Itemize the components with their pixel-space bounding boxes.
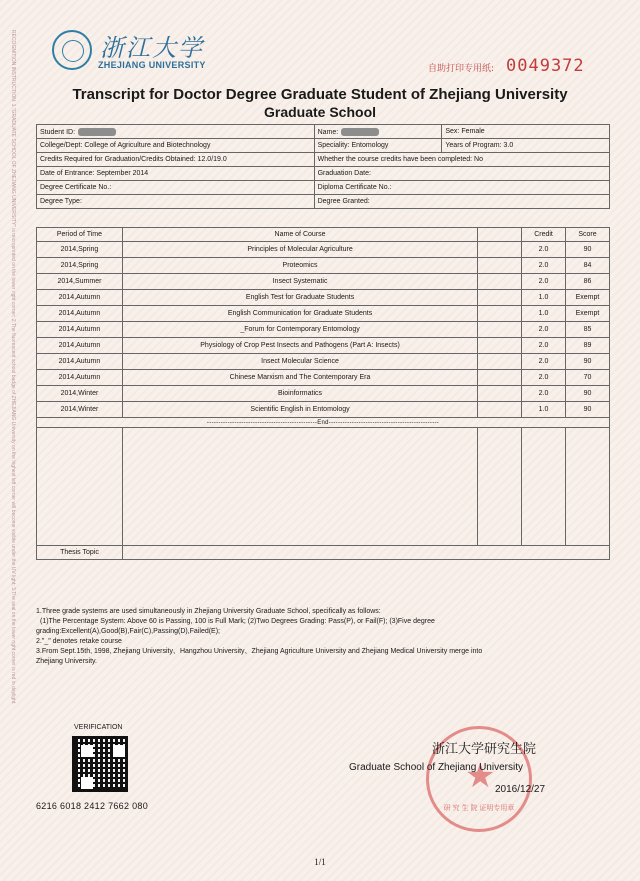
end-marker: ------------------------------------------------End------------------------------------------------ — [37, 418, 610, 428]
score-cell: 90 — [566, 386, 610, 402]
thesis-value — [122, 546, 609, 560]
blank-cell — [478, 428, 522, 546]
verification-code: 6216 6018 2412 7662 080 — [36, 801, 149, 811]
course-cell: English Communication for Graduate Students — [122, 306, 477, 322]
credit-cell: 1.0 — [522, 402, 566, 418]
transcript-title: Transcript for Doctor Degree Graduate Student of Zhejiang University — [72, 86, 568, 103]
header-score: Score — [566, 228, 610, 242]
credit-cell: 2.0 — [522, 338, 566, 354]
score-cell: 89 — [566, 338, 610, 354]
print-paper-label: 自助打印专用纸: — [428, 64, 495, 74]
end-marker-row — [37, 418, 610, 428]
blank-cell — [478, 306, 522, 322]
note-line: grading:Excellent(A),Good(B),Fair(C),Passing(D),Failed(E); — [36, 628, 220, 635]
redacted-student-id — [78, 128, 116, 136]
score-cell: 86 — [566, 274, 610, 290]
student-id-cell — [37, 125, 315, 139]
note-line: 2."_" denotes retake course — [36, 638, 122, 645]
score-cell: 90 — [566, 242, 610, 258]
blank-cell — [566, 428, 610, 546]
header-blank — [478, 228, 522, 242]
logo-english-name: ZHEJIANG UNIVERSITY — [98, 60, 206, 70]
blank-cell — [478, 242, 522, 258]
period-cell: 2014,Autumn — [37, 290, 123, 306]
credit-cell: 2.0 — [522, 242, 566, 258]
name-label: Name: — [317, 128, 339, 136]
course-cell: _Forum for Contemporary Entomology — [122, 322, 477, 338]
table-row — [37, 258, 610, 274]
period-cell: 2014,Winter — [37, 386, 123, 402]
header-course: Name of Course — [122, 228, 477, 242]
blank-cell — [478, 290, 522, 306]
period-cell: 2014,Autumn — [37, 354, 123, 370]
course-cell: Physiology of Crop Pest Insects and Pathogens (Part A: Insects) — [122, 338, 477, 354]
course-cell: Principles of Molecular Agriculture — [122, 242, 477, 258]
score-cell: 84 — [566, 258, 610, 274]
sex-cell: Sex: Female — [442, 125, 610, 139]
period-cell: 2014,Spring — [37, 258, 123, 274]
table-row — [37, 338, 610, 354]
score-cell: 70 — [566, 370, 610, 386]
course-cell: Scientific English in Entomology — [122, 402, 477, 418]
course-cell: English Test for Graduate Students — [122, 290, 477, 306]
blank-cell — [478, 322, 522, 338]
blank-cell — [522, 428, 566, 546]
credit-cell: 2.0 — [522, 354, 566, 370]
credit-cell: 2.0 — [522, 258, 566, 274]
student-id-label: Student ID: — [40, 128, 76, 136]
score-cell: Exempt — [566, 290, 610, 306]
course-cell: Chinese Marxism and The Contemporary Era — [122, 370, 477, 386]
blank-cell — [478, 370, 522, 386]
blank-cell — [478, 354, 522, 370]
university-badge-icon — [52, 30, 92, 70]
period-cell: 2014,Spring — [37, 242, 123, 258]
course-cell: Bioinformatics — [122, 386, 477, 402]
transcript-subtitle: Graduate School — [263, 104, 377, 120]
diploma-cert-cell: Diploma Certificate No.: — [314, 181, 609, 195]
graduation-cell: Graduation Date: — [314, 167, 609, 181]
school-english-name: Graduate School of Zhejiang University — [349, 762, 523, 773]
college-cell: College/Dept: College of Agriculture and Biotechnology — [37, 139, 315, 153]
period-cell: 2014,Winter — [37, 402, 123, 418]
credit-cell: 2.0 — [522, 370, 566, 386]
blank-cell — [37, 428, 123, 546]
degree-cert-cell: Degree Certificate No.: — [37, 181, 315, 195]
student-info-table — [36, 124, 610, 209]
redacted-name — [341, 128, 379, 136]
degree-type-cell: Degree Type: — [37, 195, 315, 209]
thesis-label: Thesis Topic — [37, 546, 123, 560]
logo-chinese-name: 浙江大学 — [100, 34, 204, 62]
period-cell: 2014,Autumn — [37, 370, 123, 386]
table-row — [37, 402, 610, 418]
score-cell: Exempt — [566, 306, 610, 322]
table-row — [37, 306, 610, 322]
table-row — [37, 274, 610, 290]
page-number: 1/1 — [314, 857, 326, 867]
note-line: (1)The Percentage System: Above 60 is Passing, 100 is Full Mark; (2)Two Degrees Grading: Pass(P), or Fail(F); (3)Five degree — [40, 618, 435, 625]
table-row — [37, 386, 610, 402]
grading-notes — [36, 607, 616, 667]
note-line: Zhejiang University. — [36, 658, 97, 665]
blank-cell — [478, 274, 522, 290]
course-cell: Insect Molecular Science — [122, 354, 477, 370]
blank-area-row — [37, 428, 610, 546]
credit-cell: 1.0 — [522, 290, 566, 306]
years-cell: Years of Program: 3.0 — [442, 139, 610, 153]
side-recognition-note: RECOGNITION INSTRUCTION: 1."GRADUATE SCHOOL OF ZHEJIANG UNIVERSITY" is microprinted on the lower right corner; 2.The fluorescent school badge of ZHEJIANG University on the highest left corner will become visible under the UV light; 3.The seal on the lower right corner is red in daylight. — [10, 30, 16, 705]
note-line: 1.Three grade systems are used simultaneously in Zhejiang University Graduate School, specifically as follows: — [36, 608, 381, 615]
credit-cell: 2.0 — [522, 274, 566, 290]
score-cell: 90 — [566, 402, 610, 418]
school-chinese-name: 浙江大学研究生院 — [432, 742, 537, 757]
completed-cell: Whether the course credits have been completed: No — [314, 153, 609, 167]
course-table — [36, 227, 610, 560]
qr-code-icon — [72, 736, 128, 792]
blank-cell — [478, 386, 522, 402]
table-row — [37, 290, 610, 306]
header-period: Period of Time — [37, 228, 123, 242]
seal-text: 研 究 生 院 证明专用章 — [443, 805, 515, 812]
header-credit: Credit — [522, 228, 566, 242]
university-logo — [52, 30, 222, 78]
table-row — [37, 322, 610, 338]
verification-label: VERIFICATION — [74, 724, 123, 731]
note-line: 3.From Sept.15th, 1998, Zhejiang University、Hangzhou University、Zhejiang Agriculture University and Zhejiang Medical University merge into — [36, 648, 483, 655]
period-cell: 2014,Summer — [37, 274, 123, 290]
blank-cell — [478, 258, 522, 274]
name-cell — [314, 125, 442, 139]
table-row — [37, 354, 610, 370]
period-cell: 2014,Autumn — [37, 338, 123, 354]
blank-cell — [478, 402, 522, 418]
credit-cell: 2.0 — [522, 322, 566, 338]
entrance-cell: Date of Entrance: September 2014 — [37, 167, 315, 181]
period-cell: 2014,Autumn — [37, 322, 123, 338]
table-row — [37, 370, 610, 386]
course-cell: Insect Systematic — [122, 274, 477, 290]
course-header-row — [37, 228, 610, 242]
speciality-cell: Speciality: Entomology — [314, 139, 442, 153]
issue-date: 2016/12/27 — [495, 784, 546, 795]
blank-cell — [478, 338, 522, 354]
seal-star-icon: ★ — [465, 757, 496, 795]
table-row — [37, 242, 610, 258]
score-cell: 90 — [566, 354, 610, 370]
score-cell: 85 — [566, 322, 610, 338]
credit-cell: 2.0 — [522, 386, 566, 402]
blank-cell — [122, 428, 477, 546]
thesis-row — [37, 546, 610, 560]
period-cell: 2014,Autumn — [37, 306, 123, 322]
credit-cell: 1.0 — [522, 306, 566, 322]
course-cell: Proteomics — [122, 258, 477, 274]
degree-granted-cell: Degree Granted: — [314, 195, 609, 209]
credits-cell: Credits Required for Graduation/Credits Obtained: 12.0/19.0 — [37, 153, 315, 167]
serial-number: 0049372 — [506, 56, 585, 76]
